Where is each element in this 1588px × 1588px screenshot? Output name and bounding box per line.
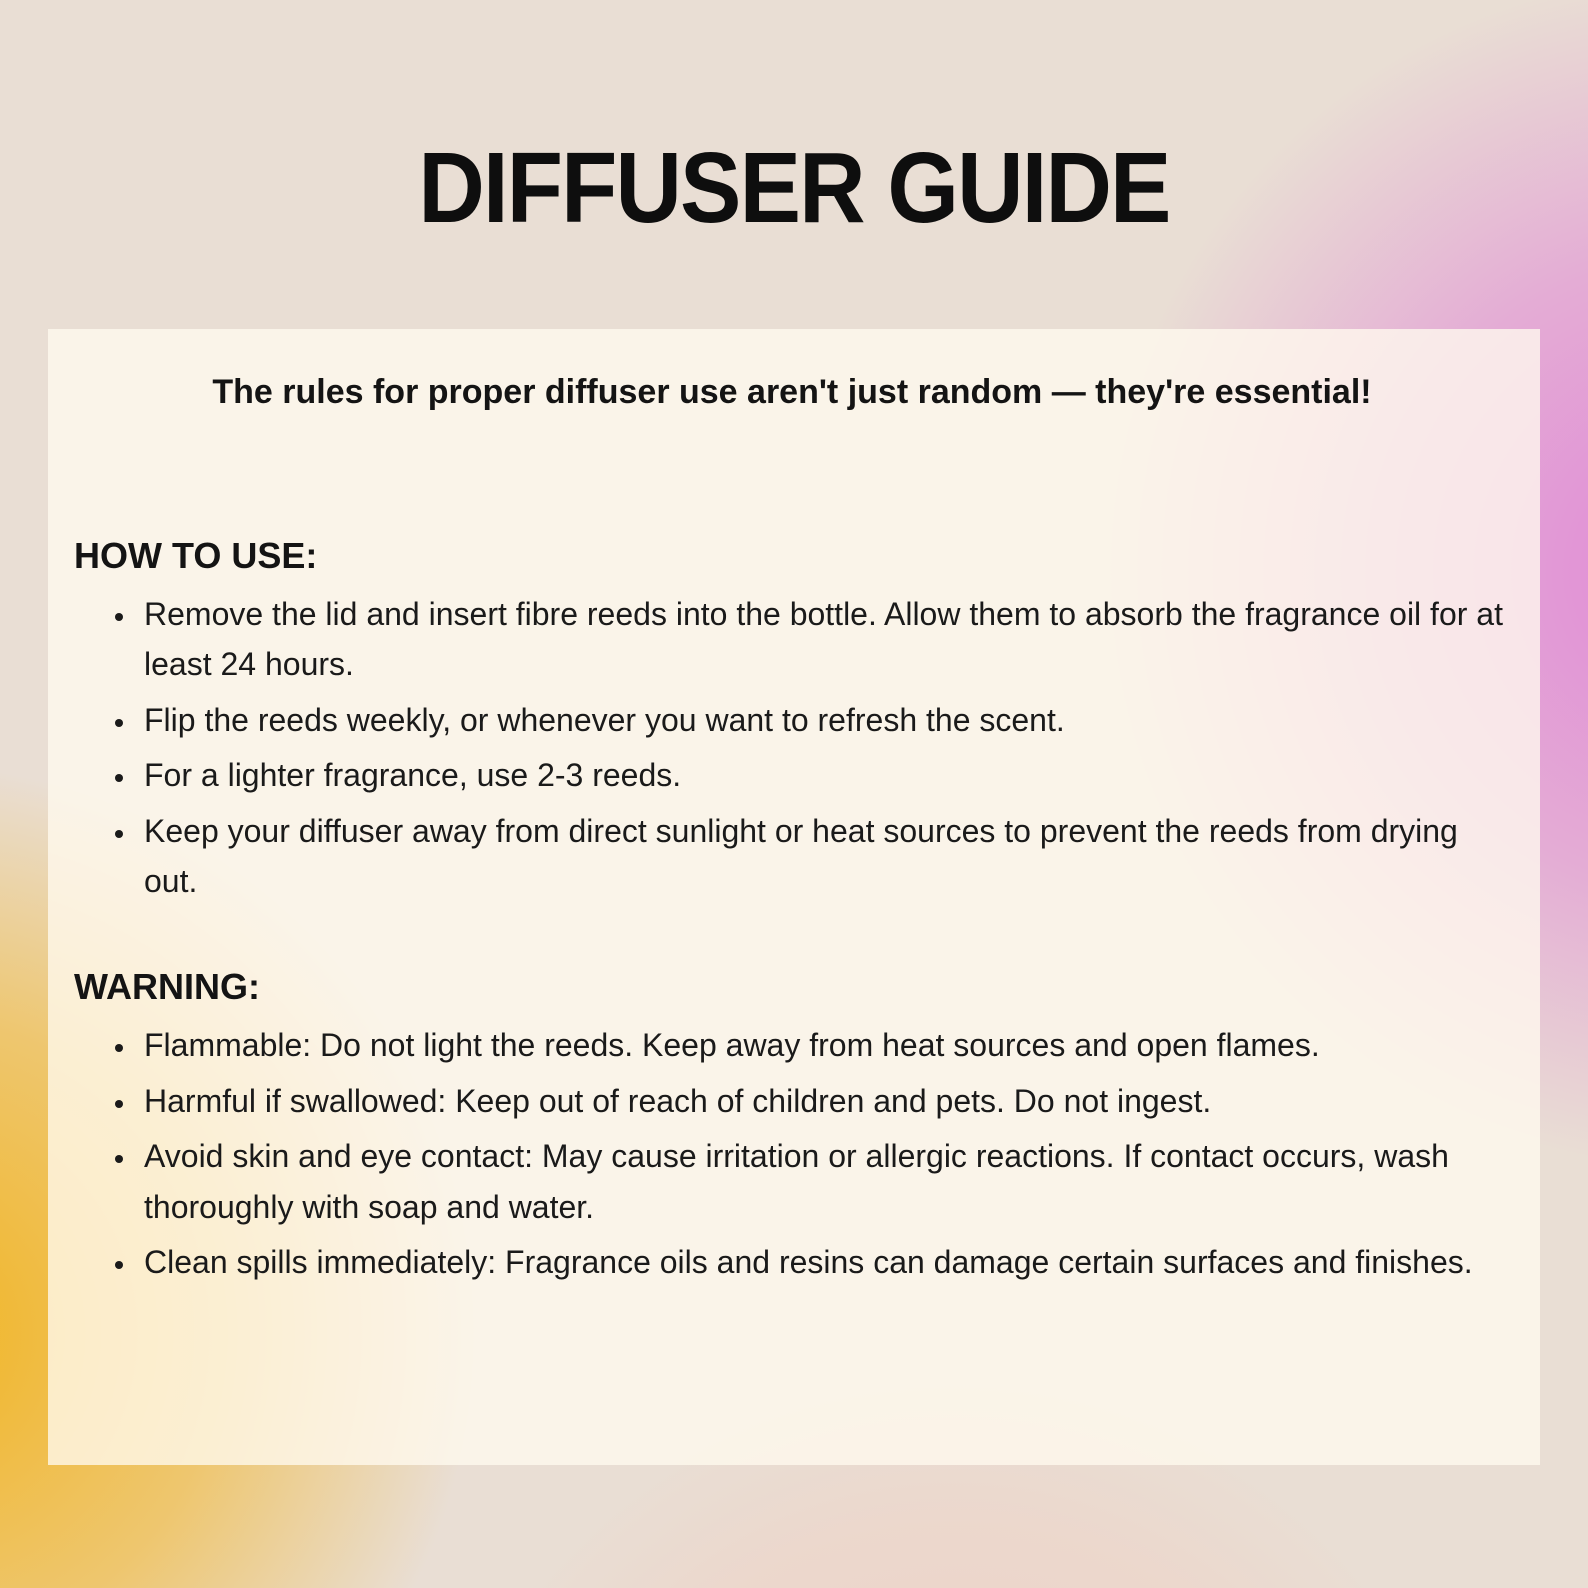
list-item: • For a lighter fragrance, use 2-3 reeds.	[138, 750, 1510, 801]
list-item: • Keep your diffuser away from direct sunlight or heat sources to prevent the reeds from drying out.	[138, 806, 1510, 907]
list-item: • Remove the lid and insert fibre reeds into the bottle. Allow them to absorb the fragrance oil for at least 24 hours.	[138, 589, 1510, 690]
warning-section	[74, 965, 1510, 1288]
list-item: • Harmful if swallowed: Keep out of reach of children and pets. Do not ingest.	[138, 1076, 1510, 1127]
list-item: • Clean spills immediately: Fragrance oils and resins can damage certain surfaces and finishes.	[138, 1237, 1510, 1288]
how-to-use-list	[74, 589, 1510, 907]
warning-heading: WARNING:	[74, 965, 260, 1007]
guide-subtitle: The rules for proper diffuser use aren't just random — they're essential!	[212, 373, 1372, 411]
list-item: • Avoid skin and eye contact: May cause irritation or allergic reactions. If contact occurs, wash thoroughly with soap and water.	[138, 1131, 1510, 1232]
guide-card	[48, 329, 1540, 1465]
how-to-use-heading: HOW TO USE:	[74, 534, 318, 576]
warning-list	[74, 1020, 1510, 1288]
list-item: • Flip the reeds weekly, or whenever you want to refresh the scent.	[138, 695, 1510, 746]
list-item: • Flammable: Do not light the reeds. Keep away from heat sources and open flames.	[138, 1020, 1510, 1071]
how-to-use-section	[74, 534, 1510, 907]
page-title: DIFFUSER GUIDE	[418, 132, 1170, 244]
